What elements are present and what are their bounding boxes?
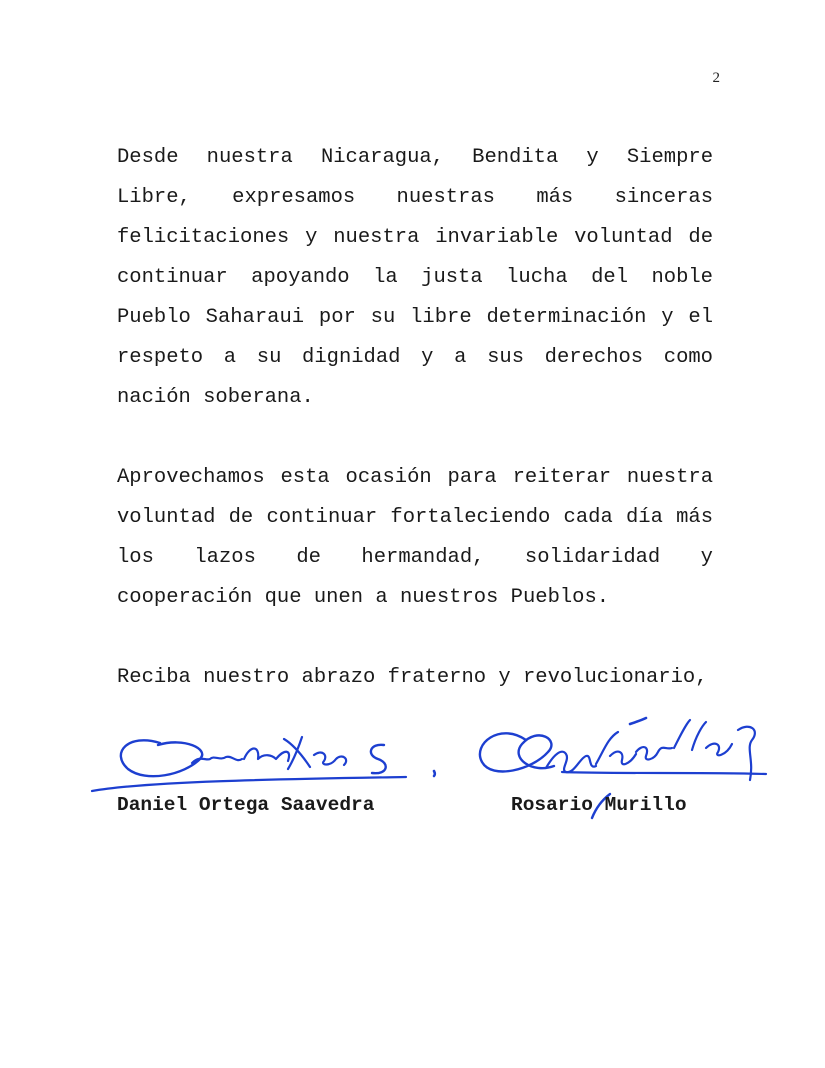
page-number: 2 [712,70,720,86]
paragraph-cooperation: Aprovechamos esta ocasión para reiterar nuestra voluntad de continuar fortaleciendo cada día más los lazos de hermandad, solidaridad y cooperación que unen a nuestros Pueblos. [117,466,713,609]
paragraph-closing: Reciba nuestro abrazo fraterno y revolucionario, [117,666,708,689]
signatory-name-rosario-murillo: Rosario Murillo [511,794,687,816]
signature-daniel-ortega [88,715,448,805]
signatory-name-daniel-ortega: Daniel Ortega Saavedra [117,794,375,816]
paragraph-congratulations: Desde nuestra Nicaragua, Bendita y Siempre Libre, expresamos nuestras más sinceras felicitaciones y nuestra invariable voluntad de continuar apoyando la justa lucha del noble Pueblo Saharaui por su libre determinación y el respeto a su dignidad y a sus derechos como nación soberana. [117,146,713,409]
